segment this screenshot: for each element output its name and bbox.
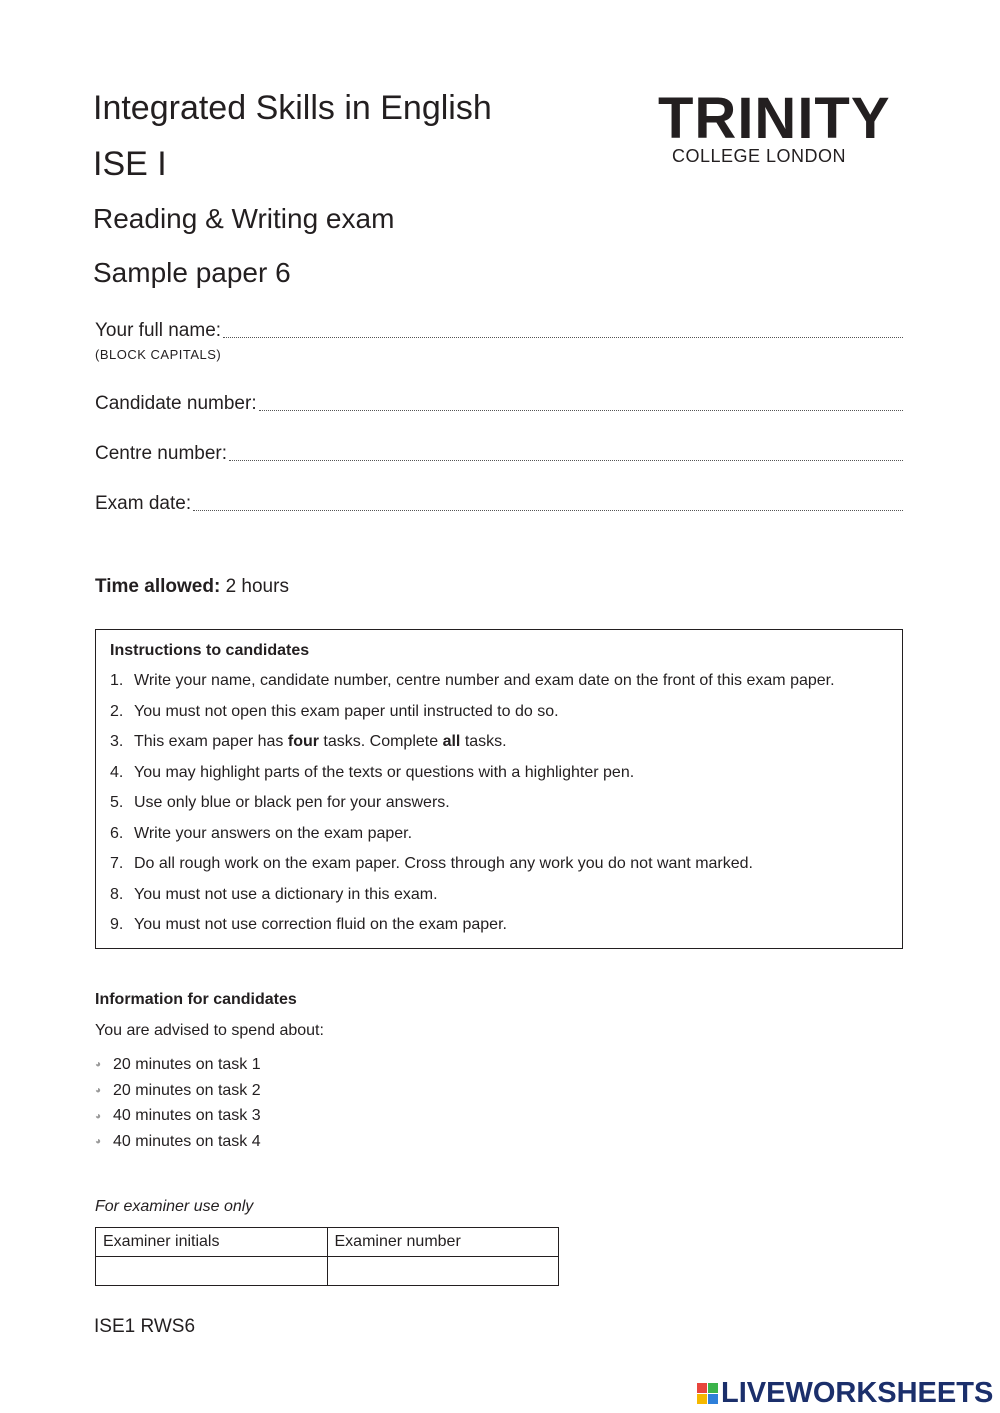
trinity-logo bbox=[658, 86, 898, 167]
full-name-line[interactable] bbox=[223, 336, 903, 338]
candidate-number-field[interactable] bbox=[95, 393, 903, 415]
centre-number-field[interactable] bbox=[95, 443, 903, 465]
liveworksheets-icon bbox=[697, 1383, 718, 1404]
candidate-number-label: Candidate number: bbox=[95, 393, 257, 414]
instructions-heading: Instructions to candidates bbox=[110, 642, 310, 659]
instruction-item: 4. You may highlight parts of the texts or questions with a highlighter pen. bbox=[110, 763, 635, 781]
full-name-field[interactable] bbox=[95, 320, 903, 342]
instruction-item: 6. Write your answers on the exam paper. bbox=[110, 824, 413, 842]
list-item: ◕ 20 minutes on task 2 bbox=[95, 1081, 261, 1099]
time-allowed-value: 2 hours bbox=[225, 576, 289, 597]
emphasis-four: four bbox=[287, 733, 319, 750]
exam-date-field[interactable] bbox=[95, 493, 903, 515]
instructions-box bbox=[95, 629, 903, 949]
time-bullets bbox=[95, 1052, 261, 1155]
examiner-number-cell[interactable] bbox=[327, 1257, 559, 1286]
exam-date-label: Exam date: bbox=[95, 493, 192, 514]
centre-number-line[interactable] bbox=[229, 459, 903, 461]
instruction-item: 2. You must not open this exam paper until instructed to do so. bbox=[110, 702, 559, 720]
paper-name: Sample paper 6 bbox=[93, 257, 291, 288]
block-capitals-note: (BLOCK CAPITALS) bbox=[95, 347, 222, 362]
centre-number-label: Centre number: bbox=[95, 443, 228, 464]
instruction-item: 5. Use only blue or black pen for your answers. bbox=[110, 794, 450, 811]
exam-level: ISE I bbox=[93, 145, 167, 183]
liveworksheets-text: LIVEWORKSHEETS bbox=[721, 1377, 994, 1409]
examiner-initials-header: Examiner initials bbox=[96, 1228, 328, 1257]
list-item: ◕ 40 minutes on task 4 bbox=[95, 1132, 261, 1150]
examiner-initials-cell[interactable] bbox=[96, 1257, 328, 1286]
list-item: ◕ 40 minutes on task 3 bbox=[95, 1107, 261, 1125]
instruction-item: 8. You must not use a dictionary in this exam. bbox=[110, 885, 438, 903]
exam-date-line[interactable] bbox=[193, 509, 903, 511]
instructions-list bbox=[110, 672, 890, 947]
exam-type: Reading & Writing exam bbox=[93, 203, 395, 234]
bullet-icon: ◕ bbox=[95, 1085, 102, 1097]
instruction-item: 7. Do all rough work on the exam paper. Cross through any work you do not want marked. bbox=[110, 855, 753, 872]
emphasis-all: all bbox=[442, 733, 461, 750]
instruction-item: 3. This exam paper has four tasks. Complete all tasks. bbox=[110, 733, 507, 750]
bullet-icon: ◕ bbox=[95, 1059, 102, 1071]
logo-wordmark: TRINITY bbox=[658, 86, 891, 151]
examiner-caption: For examiner use only bbox=[95, 1198, 254, 1215]
time-allowed bbox=[95, 576, 289, 598]
liveworksheets-watermark bbox=[697, 1377, 993, 1410]
bullet-icon: ◕ bbox=[95, 1110, 102, 1122]
logo-subtitle: COLLEGE LONDON bbox=[672, 146, 847, 166]
candidate-number-line[interactable] bbox=[259, 409, 903, 411]
full-name-label: Your full name: bbox=[95, 320, 222, 341]
instruction-item: 9. You must not use correction fluid on the exam paper. bbox=[110, 916, 507, 933]
exam-title: Integrated Skills in English bbox=[93, 89, 492, 127]
bullet-icon: ◕ bbox=[95, 1136, 102, 1148]
information-intro: You are advised to spend about: bbox=[95, 1022, 324, 1039]
list-item: ◕ 20 minutes on task 1 bbox=[95, 1055, 261, 1073]
time-allowed-label: Time allowed: bbox=[95, 576, 221, 597]
information-heading: Information for candidates bbox=[95, 991, 297, 1008]
instruction-item: 1. Write your name, candidate number, centre number and exam date on the front of this exam paper. bbox=[110, 672, 835, 689]
examiner-table bbox=[95, 1227, 559, 1286]
paper-code: ISE1 RWS6 bbox=[94, 1316, 196, 1337]
examiner-number-header: Examiner number bbox=[327, 1228, 559, 1257]
